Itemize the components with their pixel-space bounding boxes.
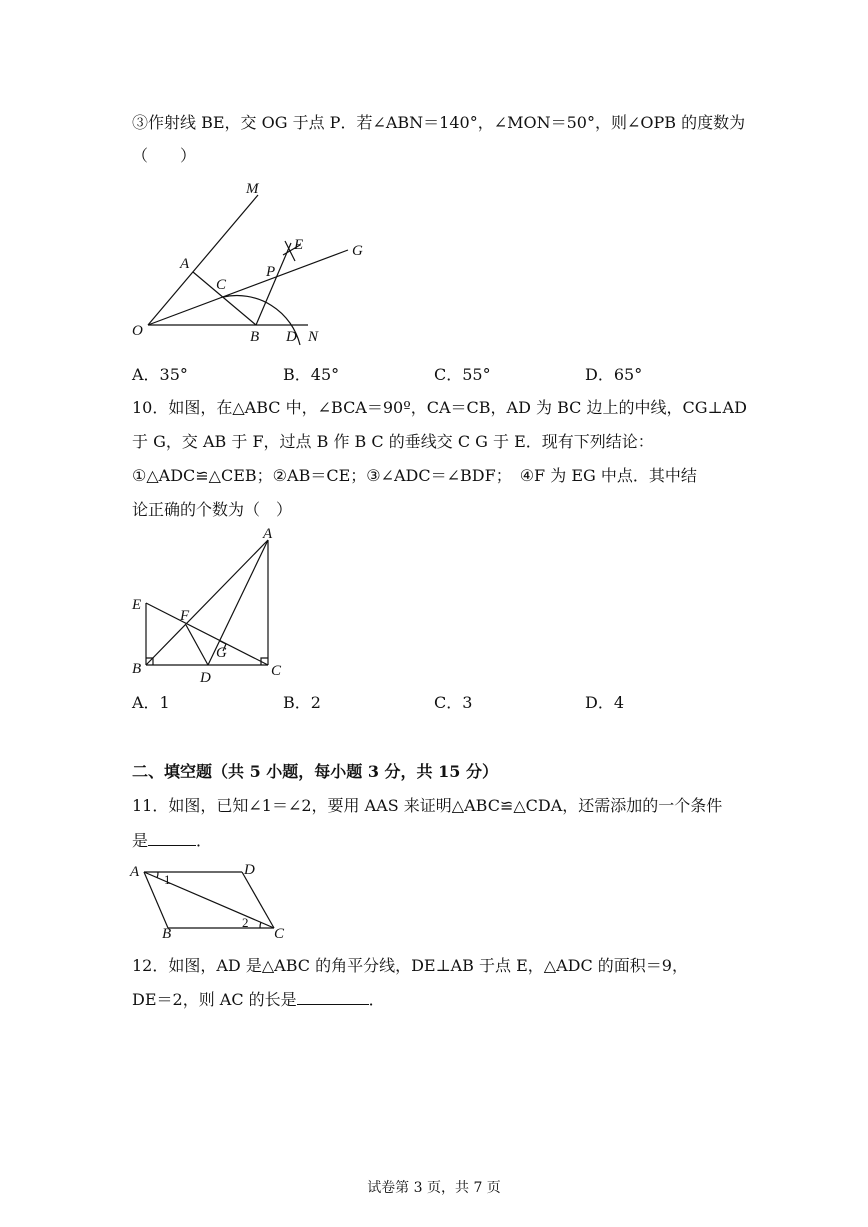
page-footer: 试卷第 3 页，共 7 页	[367, 1180, 501, 1196]
segment-df	[186, 625, 208, 665]
angle-label-2: 2	[242, 915, 249, 930]
side-ab	[146, 540, 268, 665]
q9-stem-line2: （ ）	[132, 146, 197, 165]
ray-og	[148, 250, 348, 325]
q12-answer-blank[interactable]	[297, 990, 369, 1005]
q10-stem-line3: ①△ADC≌△CEB；②AB＝CE；③∠ADC＝∠BDF； ④F 为 EG 中点．其中结	[132, 466, 697, 485]
label-n: N	[308, 329, 319, 345]
label-c: C	[271, 663, 282, 679]
q10-stem-line2: 于 G，交 AB 于 F，过点 B 作 B C 的垂线交 C G 于 E．现有下列结论：	[132, 432, 654, 451]
label-a: A	[263, 526, 273, 542]
q11-stem-prefix: 是	[132, 831, 149, 850]
q9-option-d: D．65°	[585, 365, 643, 384]
q9-stem-line1: ③作射线 BE，交 OG 于点 P．若∠ABN＝140°，∠MON＝50°，则∠OPB 的度数为	[132, 113, 746, 132]
q9-option-a: A．35°	[132, 365, 188, 384]
label-m: M	[246, 181, 259, 197]
label-a: A	[180, 256, 190, 272]
q11-stem-line1: 11．如图，已知∠1＝∠2，要用 AAS 来证明△ABC≌△CDA，还需添加的一个条件	[132, 796, 723, 815]
label-a: A	[130, 864, 140, 880]
q11-stem-suffix: ．	[196, 831, 213, 850]
q10-option-b: B．2	[283, 693, 321, 712]
label-p: P	[266, 264, 276, 280]
angle-mark-1	[157, 872, 158, 878]
label-b: B	[250, 329, 260, 345]
label-b: B	[162, 926, 172, 942]
q11-answer-blank[interactable]	[148, 831, 196, 846]
q12-stem-suffix: ．	[368, 990, 385, 1009]
segment-ec	[146, 603, 268, 665]
q10-option-c: C．3	[434, 693, 473, 712]
label-g: G	[352, 243, 363, 259]
label-e: E	[294, 237, 304, 253]
q10-stem-line4: 论正确的个数为（ ）	[132, 500, 293, 519]
q9-option-b: B．45°	[283, 365, 340, 384]
q12-stem-line1: 12．如图，AD 是△ABC 的角平分线，DE⊥AB 于点 E，△ADC 的面积＝9，	[132, 956, 688, 975]
q10-figure	[128, 525, 293, 685]
label-d: D	[244, 862, 255, 878]
label-o: O	[132, 323, 143, 339]
label-b: B	[132, 661, 142, 677]
label-c: C	[274, 926, 285, 942]
label-g: G	[216, 645, 227, 661]
q11-figure	[128, 858, 298, 940]
q9-option-c: C．55°	[434, 365, 491, 384]
q11-stem-line2	[132, 830, 212, 852]
label-d: D	[200, 670, 211, 686]
section-heading: 二、填空题（共 5 小题，每小题 3 分，共 15 分）	[132, 762, 498, 781]
label-d: D	[286, 329, 297, 345]
angle-label-1: 1	[164, 872, 171, 887]
q10-option-a: A．1	[132, 693, 170, 712]
q10-stem-line1: 10．如图，在△ABC 中，∠BCA＝90º，CA＝CB，AD 为 BC 边上的中线，CG⊥AD	[132, 398, 747, 417]
q10-option-d: D．4	[585, 693, 625, 712]
angle-mark-2	[260, 922, 261, 928]
label-f: F	[180, 608, 190, 624]
q9-figure	[128, 175, 378, 350]
ray-om	[148, 195, 258, 325]
label-e: E	[132, 597, 142, 613]
label-c: C	[216, 277, 227, 293]
q12-stem-line2	[132, 989, 385, 1011]
ray-be	[256, 243, 291, 325]
q12-stem-prefix: DE＝2，则 AC 的长是	[132, 990, 297, 1009]
